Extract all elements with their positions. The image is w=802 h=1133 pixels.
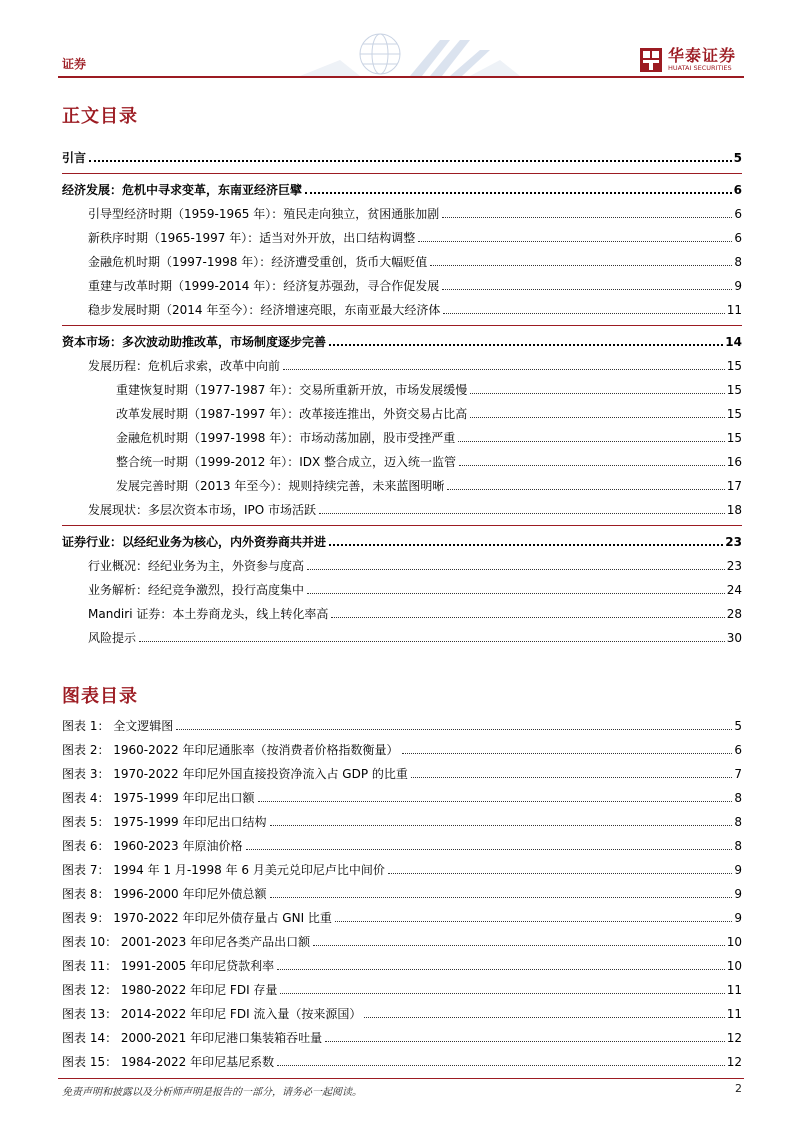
figure-entry[interactable]: 图表 14： 2000-2021 年印尼港口集装箱吞吐量 12: [62, 1031, 742, 1045]
figure-entry[interactable]: 图表 11： 1991-2005 年印尼贷款利率 10: [62, 959, 742, 973]
toc-separator: [62, 525, 742, 526]
logo-cn-text: 华泰证券: [668, 46, 737, 65]
header-rule: [58, 76, 744, 78]
toc-entry[interactable]: 重建恢复时期（1977-1987 年）：交易所重新开放，市场发展缓慢 15: [116, 383, 742, 397]
figure-entry[interactable]: 图表 13： 2014-2022 年印尼 FDI 流入量（按来源国） 11: [62, 1007, 742, 1021]
figure-toc-title: 图表目录: [62, 686, 138, 707]
toc-entry[interactable]: 金融危机时期（1997-1998 年）：经济遭受重创，货币大幅贬值 8: [88, 255, 742, 269]
figure-entry[interactable]: 图表 8： 1996-2000 年印尼外债总额 9: [62, 887, 742, 901]
header-decoration: [300, 30, 520, 76]
toc-entry[interactable]: 引导型经济时期（1959-1965 年）：殖民走向独立，贫困通胀加剧 6: [88, 207, 742, 221]
figure-entry[interactable]: 图表 1： 全文逻辑图 5: [62, 719, 742, 733]
figure-entry[interactable]: 图表 2： 1960-2022 年印尼通胀率（按消费者价格指数衡量） 6: [62, 743, 742, 757]
header-tag: 证券: [62, 57, 87, 71]
footer-rule: [58, 1078, 744, 1079]
logo-en-text: HUATAI SECURITIES: [668, 64, 732, 72]
huatai-logo-icon: [640, 48, 662, 72]
figure-entry[interactable]: 图表 7： 1994 年 1 月-1998 年 6 月美元兑印尼卢比中间价 9: [62, 863, 742, 877]
toc-entry[interactable]: 金融危机时期（1997-1998 年）：市场动荡加剧，股市受挫严重 15: [116, 431, 742, 445]
brand-logo: [640, 47, 736, 72]
page-number: 2: [735, 1082, 742, 1095]
figure-entry[interactable]: 图表 6： 1960-2023 年原油价格 8: [62, 839, 742, 853]
toc-entry[interactable]: 重建与改革时期（1999-2014 年）：经济复苏强劲，寻合作促发展 9: [88, 279, 742, 293]
figure-entry[interactable]: 图表 9： 1970-2022 年印尼外债存量占 GNI 比重 9: [62, 911, 742, 925]
toc-entry[interactable]: Mandiri 证券：本土券商龙头，线上转化率高 28: [88, 607, 742, 621]
figure-entry[interactable]: 图表 4： 1975-1999 年印尼出口额 8: [62, 791, 742, 805]
toc-entry[interactable]: 改革发展时期（1987-1997 年）：改革接连推出，外资交易占比高 15: [116, 407, 742, 421]
toc-entry[interactable]: 发展完善时期（2013 年至今）：规则持续完善，未来蓝图明晰 17: [116, 479, 742, 493]
toc-entry[interactable]: 行业概况：经纪业务为主，外资参与度高 23: [88, 559, 742, 573]
figure-entry[interactable]: 图表 10： 2001-2023 年印尼各类产品出口额 10: [62, 935, 742, 949]
toc-entry[interactable]: 整合统一时期（1999-2012 年）：IDX 整合成立，迈入统一监管 16: [116, 455, 742, 469]
toc-entry[interactable]: 证券行业：以经纪业务为核心，内外资券商共并进 23: [62, 535, 742, 549]
figure-entry[interactable]: 图表 12： 1980-2022 年印尼 FDI 存量 11: [62, 983, 742, 997]
toc-entry[interactable]: 资本市场：多次波动助推改革，市场制度逐步完善 14: [62, 335, 742, 349]
footer-disclaimer: 免责声明和披露以及分析师声明是报告的一部分，请务必一起阅读。: [62, 1087, 362, 1098]
toc-entry[interactable]: 发展历程：危机后求索，改革中向前 15: [88, 359, 742, 373]
figure-entry[interactable]: 图表 5： 1975-1999 年印尼出口结构 8: [62, 815, 742, 829]
figure-entry[interactable]: 图表 3： 1970-2022 年印尼外国直接投资净流入占 GDP 的比重 7: [62, 767, 742, 781]
toc-entry[interactable]: 经济发展：危机中寻求变革，东南亚经济巨擘 6: [62, 183, 742, 197]
toc-entry[interactable]: 引言 5: [62, 151, 742, 165]
toc-entry[interactable]: 稳步发展时期（2014 年至今）：经济增速亮眼，东南亚最大经济体 11: [88, 303, 742, 317]
toc-entry[interactable]: 发展现状：多层次资本市场，IPO 市场活跃 18: [88, 503, 742, 517]
toc-entry[interactable]: 新秩序时期（1965-1997 年）：适当对外开放，出口结构调整 6: [88, 231, 742, 245]
toc-entry[interactable]: 风险提示 30: [88, 631, 742, 645]
toc-separator: [62, 325, 742, 326]
figure-entry[interactable]: 图表 15： 1984-2022 年印尼基尼系数 12: [62, 1055, 742, 1069]
toc-separator: [62, 173, 742, 174]
toc-entry[interactable]: 业务解析：经纪竞争激烈，投行高度集中 24: [88, 583, 742, 597]
body-toc-title: 正文目录: [62, 106, 138, 127]
